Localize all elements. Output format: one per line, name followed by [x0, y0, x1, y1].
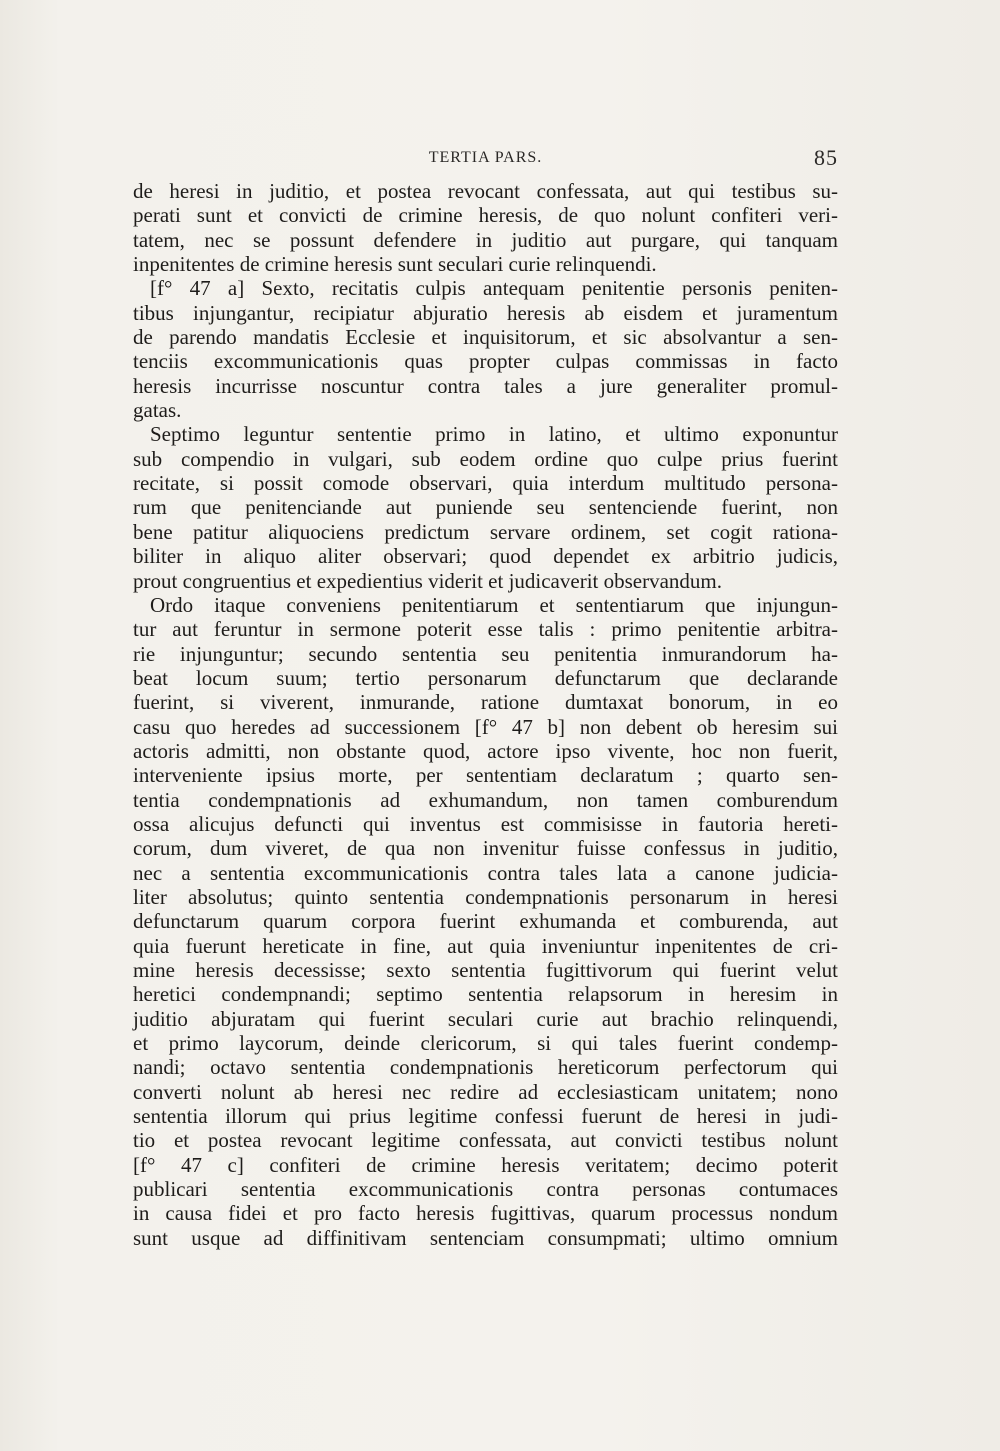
text-line: heretici condempnandi; septimo sententia relapsorum in heresim in [133, 982, 838, 1007]
page-header [133, 143, 838, 173]
text-line: quia fuerunt hereticate in fine, aut quia inveniuntur inpenitentes de cri- [133, 933, 838, 958]
text-line: biliter in aliquo aliter observari; quod dependet ex arbitrio judicis, [133, 544, 838, 569]
text-line: actoris admitti, non obstante quod, actore ipso vivente, hoc non fuerit, [133, 738, 838, 763]
text-line: [f° 47 a] Sexto, recitatis culpis antequam penitentie personis peniten- [150, 276, 838, 301]
text-line: de heresi in juditio, et postea revocant confessata, aut qui testibus su- [133, 179, 838, 203]
text-line: sunt usque ad diffinitivam sentenciam consumpmati; ultimo omnium [133, 1225, 838, 1250]
text-line: mine heresis decessisse; sexto sententia fugittivorum qui fuerint velut [133, 958, 838, 982]
text-line: liter absolutus; quinto sententia condempnationis personarum in heresi [133, 884, 838, 909]
text-line: corum, dum viveret, de qua non invenitur fuisse confessus in juditio, [133, 836, 838, 861]
text-line: nec a sententia excommunicationis contra tales lata a canone judicia- [133, 860, 838, 885]
text-line: perati sunt et convicti de crimine heresis, de quo nolunt confiteri veri- [133, 203, 838, 228]
running-title: TERTIA PARS. [428, 149, 543, 166]
text-line: tatem, nec se possunt defendere in juditio aut purgare, qui tanquam [133, 227, 838, 252]
text-line: Ordo itaque conveniens penitentiarum et sententiarum que injungun- [150, 592, 838, 617]
text-line: tenciis excommunicationis quas propter culpas commissas in facto [133, 349, 838, 374]
text-line: tio et postea revocant legitime confessata, aut convicti testibus nolunt [133, 1128, 838, 1153]
text-line: recitate, si possit comode observari, quia interdum multitudo persona- [133, 471, 838, 496]
text-line: sub compendio in vulgari, sub eodem ordine quo culpe prius fuerint [133, 446, 838, 471]
text-line: de parendo mandatis Ecclesie et inquisitorum, et sic absolvantur a sen- [133, 325, 838, 350]
text-line: ossa alicujus defuncti qui inventus est commisisse in fautoria hereti- [133, 811, 838, 836]
text-line: rum que penitenciande aut puniende seu sentenciende fuerint, non [133, 495, 838, 520]
text-line: beat locum suum; tertio personarum defunctarum que declarande [133, 665, 838, 690]
text-line: [f° 47 c] confiteri de crimine heresis veritatem; decimo poterit [133, 1152, 838, 1177]
text-line: interveniente ipsius morte, per sententiam declaratum ; quarto sen- [133, 763, 838, 788]
text-line: inpenitentes de crimine heresis sunt seculari curie relinquendi. [133, 252, 657, 277]
text-line: sententia illorum qui prius legitime confessi fuerunt de heresi in judi- [133, 1104, 838, 1129]
text-line: tur aut feruntur in sermone poterit esse talis : primo penitentie arbitra- [133, 617, 838, 642]
body-text [133, 179, 838, 1250]
page-number: 85 [814, 145, 838, 170]
text-line: in causa fidei et pro facto heresis fugittivas, quarum processus nondum [133, 1201, 838, 1226]
text-line: bene patitur aliquociens predictum servare ordinem, set cogit rationa- [133, 519, 838, 544]
text-line: juditio abjuratam qui fuerint seculari curie aut brachio relinquendi, [133, 1006, 838, 1031]
text-line: et primo laycorum, deinde clericorum, si qui tales fuerint condemp- [133, 1031, 838, 1056]
text-line: publicari sententia excommunicationis contra personas contumaces [133, 1177, 838, 1202]
text-line: nandi; octavo sententia condempnationis hereticorum perfectorum qui [133, 1055, 838, 1080]
text-line: converti nolunt ab heresi nec redire ad ecclesiasticam unitatem; nono [133, 1079, 838, 1104]
text-line: gatas. [133, 398, 182, 423]
text-line: heresis incurrisse noscuntur contra tales a jure generaliter promul- [133, 373, 838, 398]
text-line: casu quo heredes ad successionem [f° 47 b] non debent ob heresim sui [133, 714, 838, 739]
text-line: tentia condempnationis ad exhumandum, non tamen comburendum [133, 787, 838, 812]
text-line: rie injunguntur; secundo sententia seu penitentia inmurandorum ha- [133, 641, 838, 666]
text-line: tibus injungantur, recipiatur abjuratio heresis ab eisdem et juramentum [133, 300, 838, 325]
text-line: Septimo leguntur sententie primo in latino, et ultimo exponuntur [150, 422, 838, 447]
text-line: prout congruentius et expedientius viderit et judicaverit observandum. [133, 568, 723, 593]
text-line: fuerint, si viverent, inmurande, ratione dumtaxat bonorum, in eo [133, 690, 838, 715]
text-line: defunctarum quarum corpora fuerint exhumanda et comburenda, aut [133, 909, 838, 934]
